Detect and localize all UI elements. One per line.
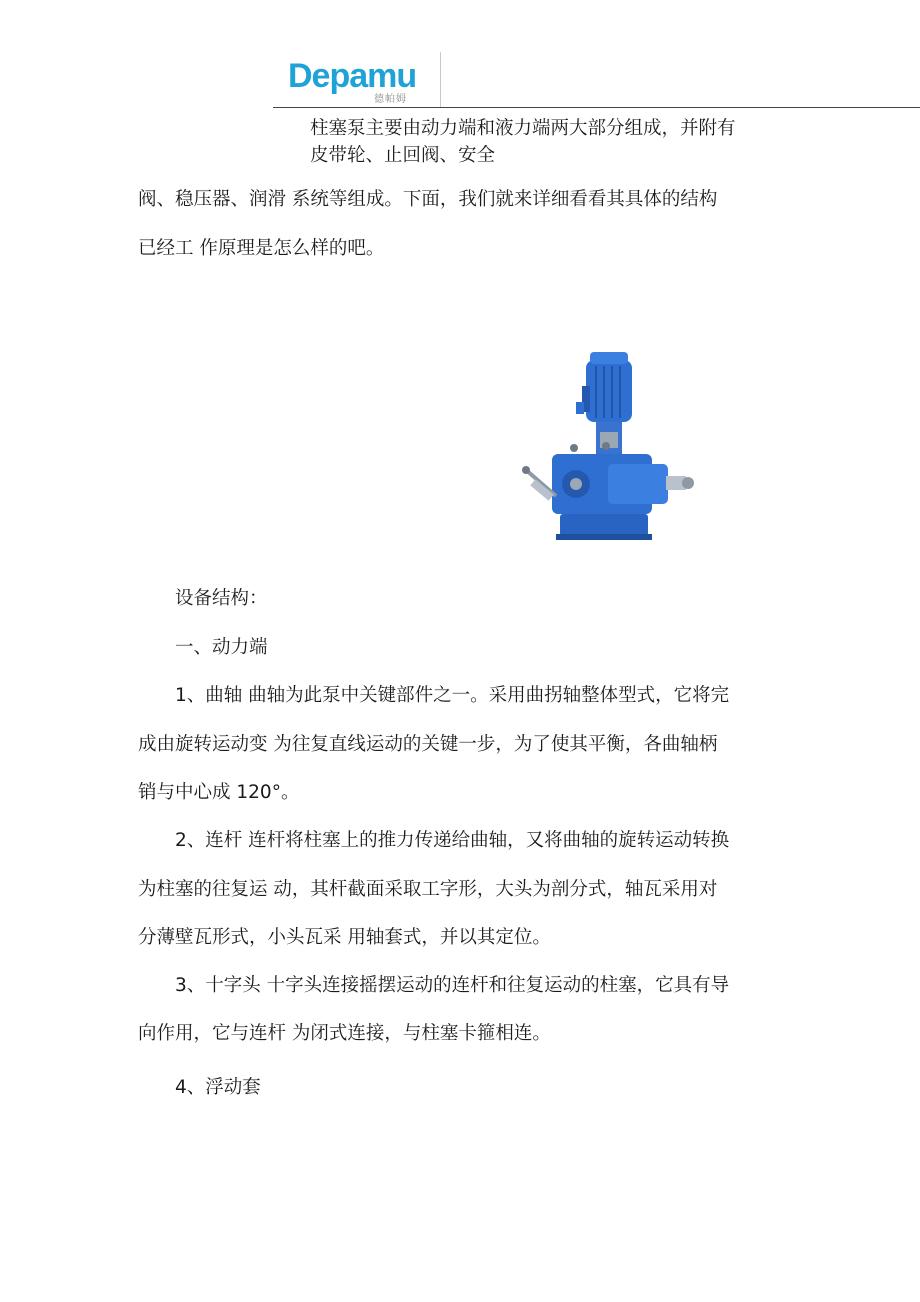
item-2-line-2: 为柱塞的往复运 动，其杆截面采取工字形，大头为剖分式，轴瓦采用对 bbox=[138, 879, 718, 900]
pump-motor bbox=[586, 360, 632, 422]
intro-line-1: 柱塞泵主要由动力端和液力端两大部分组成，并附有 bbox=[310, 118, 736, 139]
logo-subtitle: 德帕姆 bbox=[374, 94, 407, 105]
header-divider-vertical bbox=[440, 52, 441, 108]
intro-line-3: 阀、稳压器、润滑 系统等组成。下面，我们就来详细看看其具体的结构 bbox=[138, 189, 718, 210]
logo-text: Depamu bbox=[288, 57, 417, 95]
company-logo bbox=[288, 56, 438, 106]
plunger-pump-image bbox=[516, 346, 696, 552]
item-1-line-2: 成由旋转运动变 为往复直线运动的关键一步，为了使其平衡，各曲轴柄 bbox=[138, 734, 718, 755]
item-3-line-1: 3、十字头 十字头连接摇摆运动的连杆和往复运动的柱塞，它具有导 bbox=[175, 975, 730, 996]
item-4-line-1: 4、浮动套 bbox=[175, 1077, 261, 1098]
header-rule bbox=[273, 107, 920, 108]
item-1-line-3: 销与中心成 120°。 bbox=[138, 782, 300, 803]
item-2-line-3: 分薄壁瓦形式，小头瓦采 用轴套式，并以其定位。 bbox=[138, 927, 551, 948]
section-title: 设备结构： bbox=[175, 588, 268, 609]
intro-line-4: 已经工 作原理是怎么样的吧。 bbox=[138, 238, 385, 259]
section-subtitle: 一、动力端 bbox=[175, 637, 268, 658]
item-1-line-1: 1、曲轴 曲轴为此泵中关键部件之一。采用曲拐轴整体型式，它将完 bbox=[175, 685, 730, 706]
intro-line-2: 皮带轮、止回阀、安全 bbox=[310, 145, 496, 166]
item-3-line-2: 向作用，它与连杆 为闭式连接，与柱塞卡箍相连。 bbox=[138, 1023, 551, 1044]
item-2-line-1: 2、连杆 连杆将柱塞上的推力传递给曲轴，又将曲轴的旋转运动转换 bbox=[175, 830, 730, 851]
